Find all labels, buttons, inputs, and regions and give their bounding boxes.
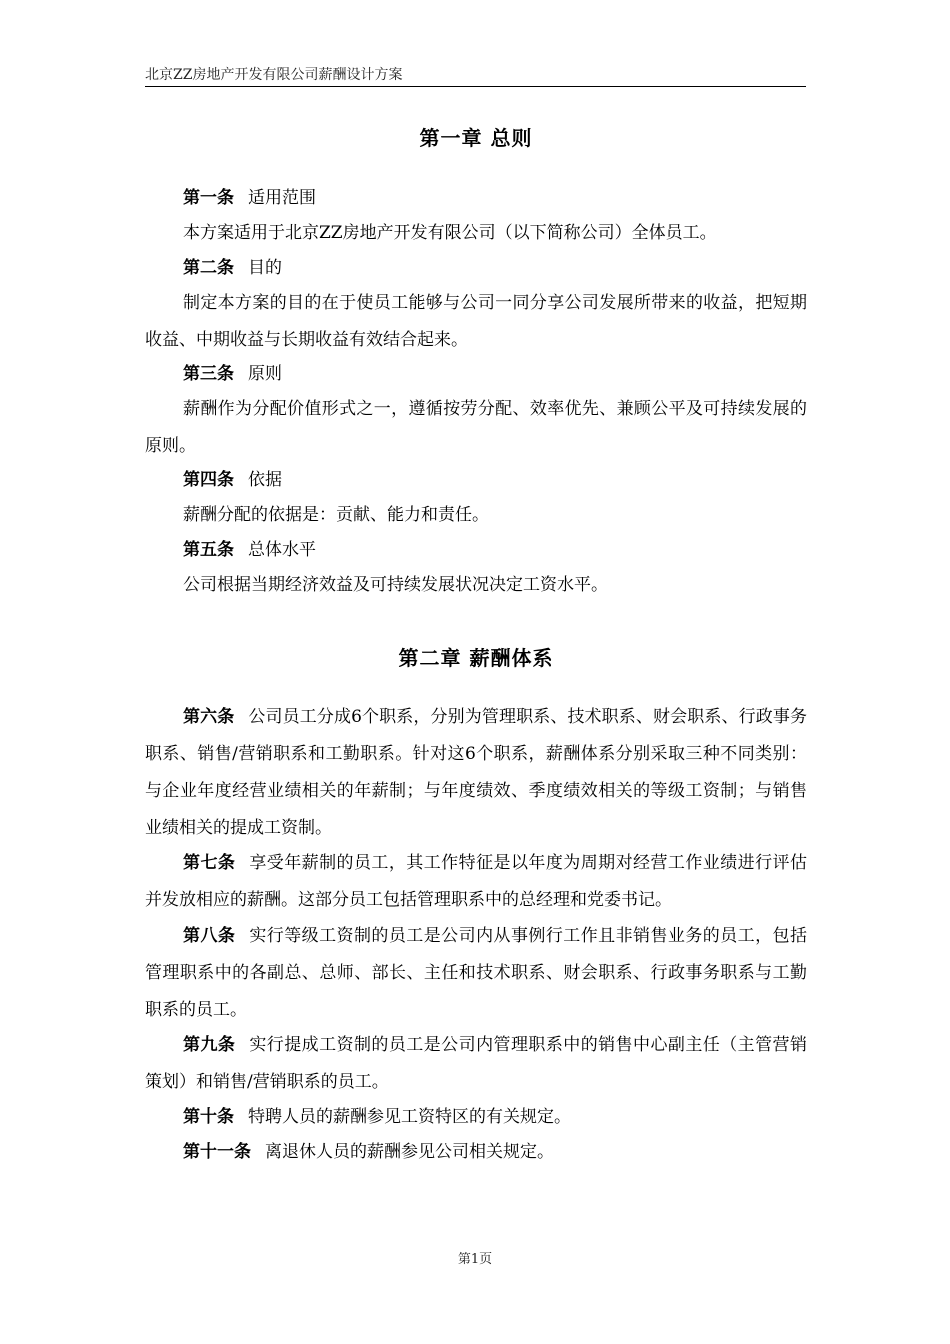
- article-label: 第六条: [183, 707, 235, 727]
- article-2-heading: [145, 250, 807, 287]
- article-label: 第二条: [183, 258, 234, 278]
- article-body: 公司员工分成6个职系，分别为管理职系、技术职系、财会职系、行政事务职系、销售/营销职系和工勤职系。针对这6个职系，薪酬体系分别采取三种不同类别：与企业年度经营业绩相关的年薪制；与年度绩效、季度绩效相关的等级工资制；与销售业绩相关的提成工资制。: [145, 707, 807, 838]
- article-8: [145, 918, 807, 1029]
- article-6: [145, 699, 807, 847]
- article-label: 第三条: [183, 364, 234, 384]
- article-9: [145, 1027, 807, 1101]
- article-4-heading: [145, 462, 807, 499]
- article-heading: 原则: [248, 364, 282, 384]
- article-label: 第一条: [183, 188, 234, 208]
- article-body: 实行提成工资制的员工是公司内管理职系中的销售中心副主任（主管营销策划）和销售/营销职系的员工。: [145, 1035, 808, 1092]
- article-heading: 目的: [248, 258, 282, 278]
- article-5-heading: [145, 532, 807, 569]
- article-heading: 总体水平: [248, 540, 316, 560]
- article-7: [145, 845, 807, 919]
- article-label: 第五条: [183, 540, 234, 560]
- header-rule: [145, 86, 806, 87]
- article-3-heading: [145, 356, 807, 393]
- article-body: 离退休人员的薪酬参见公司相关规定。: [265, 1142, 554, 1162]
- article-heading: 依据: [248, 470, 282, 490]
- article-label: 第九条: [183, 1035, 236, 1055]
- article-3-body: 薪酬作为分配价值形式之一，遵循按劳分配、效率优先、兼顾公平及可持续发展的原则。: [145, 399, 807, 456]
- article-label: 第十一条: [183, 1142, 251, 1162]
- article-1-heading: [145, 180, 807, 217]
- article-label: 第七条: [183, 853, 236, 873]
- article-label: 第八条: [183, 926, 236, 946]
- chapter-2-title: 第二章 薪酬体系: [398, 646, 554, 670]
- article-10: [145, 1099, 807, 1136]
- article-heading: 适用范围: [248, 188, 316, 208]
- article-label: 第四条: [183, 470, 234, 490]
- page-number: 第1页: [457, 1252, 493, 1267]
- chapter-1-title: 第一章 总则: [419, 126, 533, 150]
- article-11: [145, 1134, 807, 1171]
- article-label: 第十条: [183, 1107, 234, 1127]
- running-header: 北京ZZ房地产开发有限公司薪酬设计方案: [145, 67, 403, 83]
- article-body: 实行等级工资制的员工是公司内从事例行工作且非销售业务的员工，包括管理职系中的各副总、总师、部长、主任和技术职系、财会职系、行政事务职系与工勤职系的员工。: [145, 926, 808, 1020]
- article-1-body: 本方案适用于北京ZZ房地产开发有限公司（以下简称公司）全体员工。: [183, 223, 717, 243]
- article-body: 特聘人员的薪酬参见工资特区的有关规定。: [248, 1107, 571, 1127]
- article-body: 享受年薪制的员工，其工作特征是以年度为周期对经营工作业绩进行评估并发放相应的薪酬。这部分员工包括管理职系中的总经理和党委书记。: [145, 853, 808, 910]
- article-2-body: 制定本方案的目的在于使员工能够与公司一同分享公司发展所带来的收益，把短期收益、中期收益与长期收益有效结合起来。: [145, 293, 807, 350]
- article-5-body: 公司根据当期经济效益及可持续发展状况决定工资水平。: [183, 575, 608, 595]
- article-4-body: 薪酬分配的依据是：贡献、能力和责任。: [183, 505, 489, 525]
